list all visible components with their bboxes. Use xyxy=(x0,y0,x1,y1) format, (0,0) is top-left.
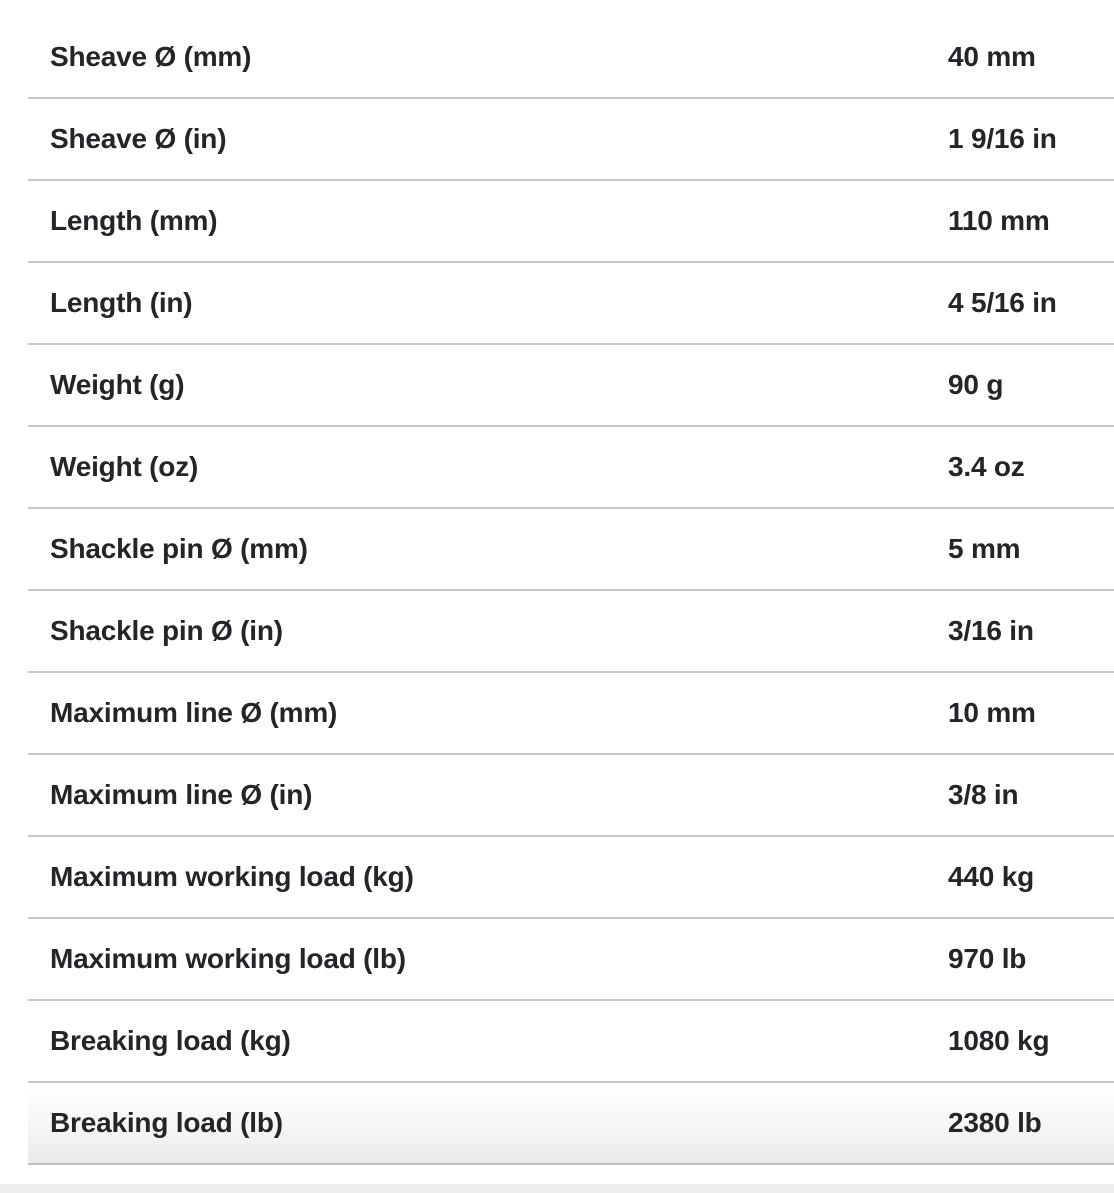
spec-row xyxy=(28,1083,1114,1165)
spec-row xyxy=(28,755,1114,837)
spec-label: Breaking load (lb) xyxy=(50,1107,283,1138)
spec-value: 1 9/16 in xyxy=(948,123,1057,154)
spec-row xyxy=(28,99,1114,181)
spec-value: 5 mm xyxy=(948,533,1021,564)
spec-row xyxy=(28,345,1114,427)
spec-row xyxy=(28,591,1114,673)
spec-row xyxy=(28,1001,1114,1083)
spec-value: 4 5/16 in xyxy=(948,287,1057,318)
spec-value: 1080 kg xyxy=(948,1025,1050,1056)
spec-row xyxy=(28,673,1114,755)
spec-value: 110 mm xyxy=(948,205,1050,236)
spec-label: Sheave Ø (in) xyxy=(50,123,227,154)
spec-row xyxy=(28,181,1114,263)
spec-label: Shackle pin Ø (in) xyxy=(50,615,283,646)
spec-value: 10 mm xyxy=(948,697,1036,728)
spec-value: 3/16 in xyxy=(948,615,1034,646)
spec-label: Sheave Ø (mm) xyxy=(50,41,252,72)
spec-label: Length (mm) xyxy=(50,205,218,236)
spec-row xyxy=(28,17,1114,99)
spec-value: 40 mm xyxy=(948,41,1036,72)
spec-label: Length (in) xyxy=(50,287,193,318)
spec-row xyxy=(28,427,1114,509)
spec-row xyxy=(28,919,1114,1001)
spec-value: 2380 lb xyxy=(948,1107,1042,1138)
spec-row xyxy=(28,509,1114,591)
spec-row xyxy=(28,837,1114,919)
spec-value: 3.4 oz xyxy=(948,451,1025,482)
spec-value: 90 g xyxy=(948,369,1004,400)
spec-label: Weight (g) xyxy=(50,369,185,400)
spec-label: Shackle pin Ø (mm) xyxy=(50,533,308,564)
next-section-strip xyxy=(0,1184,1114,1193)
spec-label: Maximum working load (lb) xyxy=(50,943,406,974)
specifications-table xyxy=(28,17,1114,1165)
spec-label: Maximum line Ø (mm) xyxy=(50,697,338,728)
spec-label: Maximum line Ø (in) xyxy=(50,779,313,810)
spec-row xyxy=(28,263,1114,345)
spec-label: Breaking load (kg) xyxy=(50,1025,291,1056)
spec-value: 970 lb xyxy=(948,943,1027,974)
spec-label: Maximum working load (kg) xyxy=(50,861,414,892)
spec-value: 440 kg xyxy=(948,861,1034,892)
spec-label: Weight (oz) xyxy=(50,451,199,482)
spec-value: 3/8 in xyxy=(948,779,1019,810)
